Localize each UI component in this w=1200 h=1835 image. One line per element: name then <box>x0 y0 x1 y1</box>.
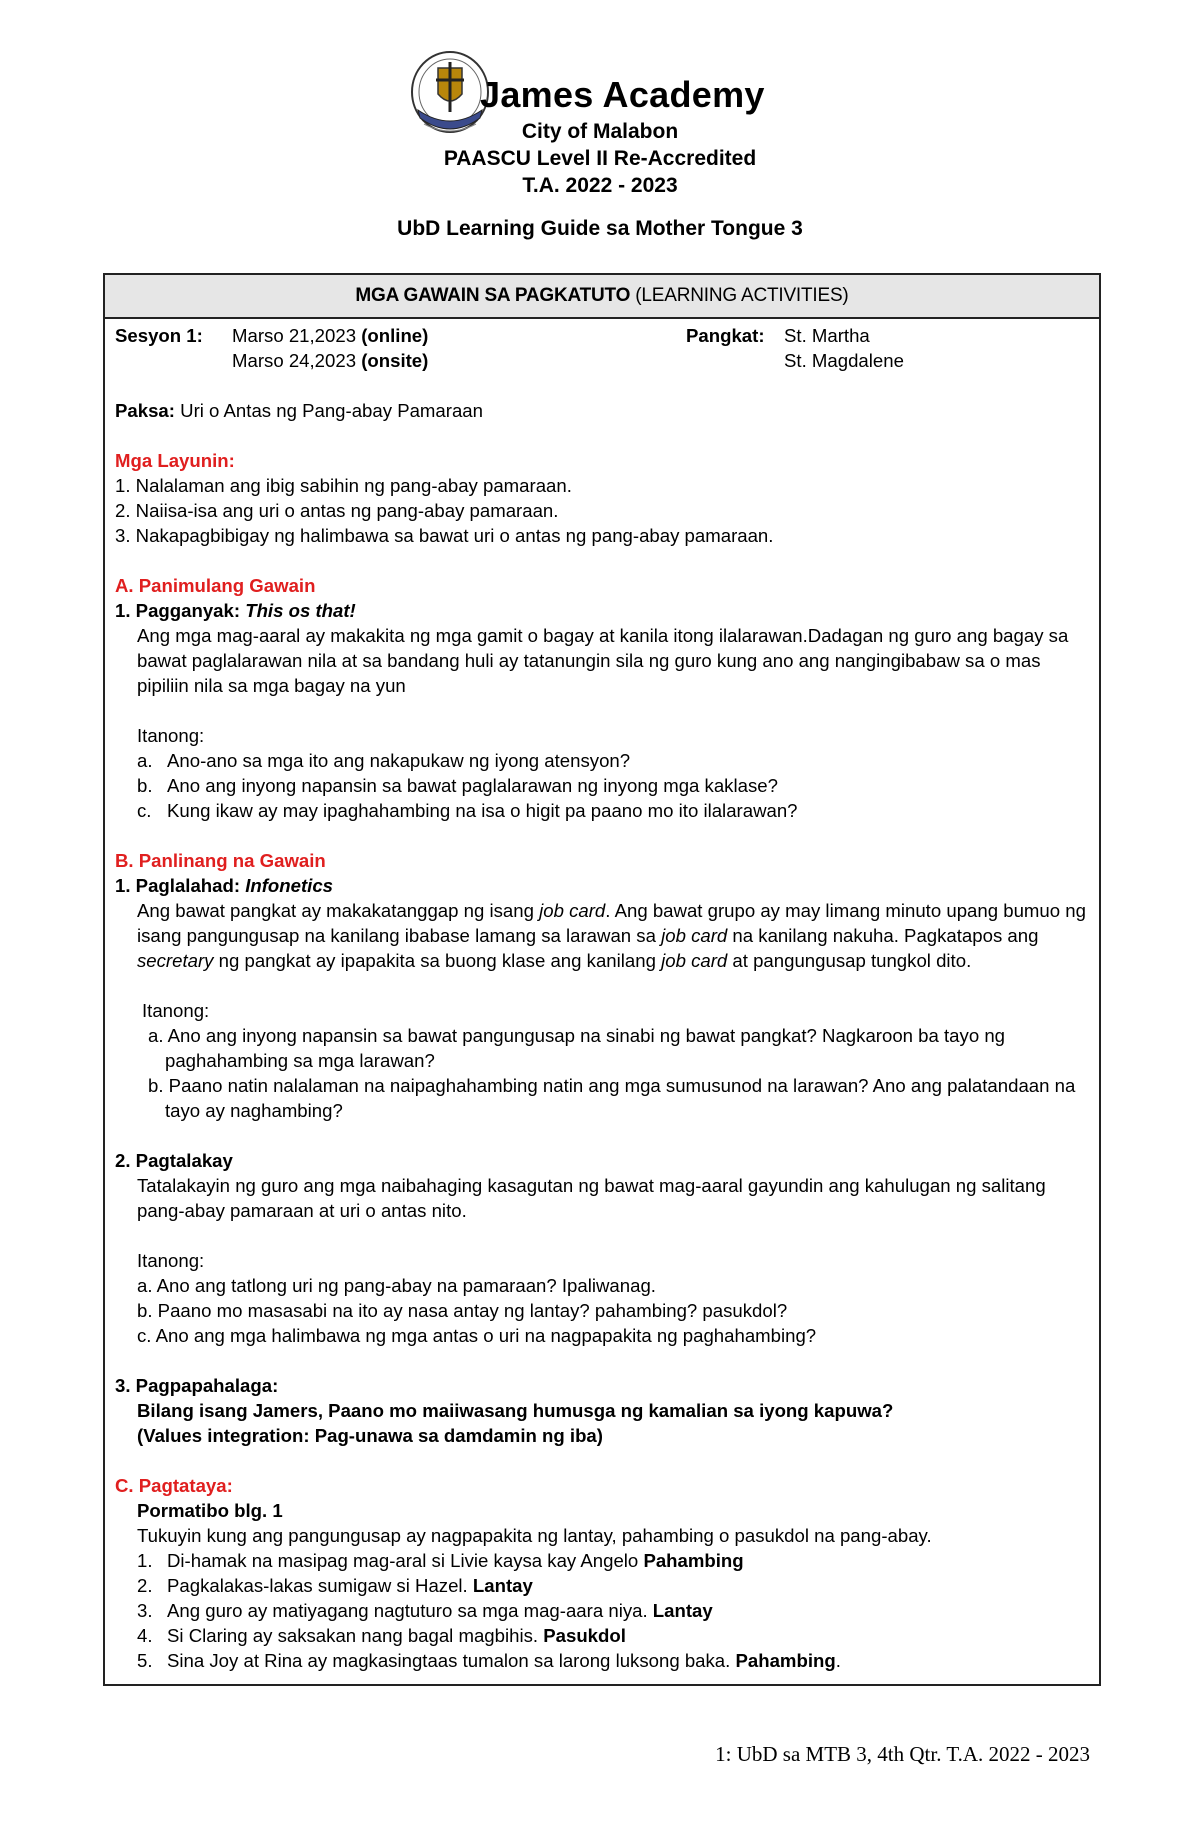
assessment-item <box>115 1623 1089 1648</box>
discussion-paragraph: Tatalakayin ng guro ang mga naibahaging kasagutan ng bawat mag-aaral gayundin ang kahulugan ng salitang pang-abay pamaraan at uri o antas nito. <box>137 1175 1046 1221</box>
item-answer: Pahambing <box>643 1550 744 1571</box>
text-run: Ang bawat pangkat ay makakatanggap ng isang <box>137 900 540 921</box>
question-item: a. Ano ang inyong napansin sa bawat pangungusap na sinabi ng bawat pangkat? Nagkaroon ba tayo ng paghahambing sa mga larawan? <box>148 1025 1006 1071</box>
learning-activities-box <box>103 273 1101 1686</box>
text-run: . Ang bawat grupo ay may limang minuto upang bumuo ng isang pangungusap na kanilang ibabase lamang sa larawan sa <box>137 900 1086 946</box>
motivation-title: This os that! <box>245 600 356 621</box>
formative-title: Pormatibo blg. 1 <box>137 1500 283 1521</box>
question-item: b. Paano natin nalalaman na naipaghahambing natin ang mga sumusunod na larawan? Ano ang palatandaan na tayo ay naghambing? <box>148 1075 1076 1121</box>
question-item: a. Ano ang tatlong uri ng pang-abay na pamaraan? Ipaliwanag. <box>137 1275 656 1296</box>
item-text: Pagkalakas-lakas sumigaw si Hazel. <box>167 1575 473 1596</box>
item-answer: Pasukdol <box>543 1625 626 1646</box>
valuing-heading: 3. Pagpapahalaga: <box>115 1375 279 1396</box>
mode-2: (onsite) <box>361 350 429 371</box>
text-run: at pangungusap tungkol dito. <box>727 950 972 971</box>
item-answer: Lantay <box>652 1600 713 1621</box>
valuing-question: Bilang isang Jamers, Paano mo maiiwasang humusga ng kamalian sa iyong kapuwa? <box>137 1400 894 1421</box>
session-date-2 <box>232 348 428 373</box>
box-content <box>105 319 1099 1673</box>
emphasis-secretary: secretary <box>137 950 214 971</box>
school-name: James Academy <box>480 74 765 115</box>
presentation-questions-label: Itanong: <box>142 1000 210 1021</box>
item-text: Di-hamak na masipag mag-aral si Livie kaysa kay Angelo <box>167 1550 644 1571</box>
values-integration: (Values integration: Pag-unawa sa damdamin ng iba) <box>137 1425 603 1446</box>
session-label: Sesyon 1: <box>115 325 203 346</box>
title-row <box>0 46 1200 116</box>
part-c-heading: C. Pagtataya: <box>115 1475 233 1496</box>
section-heading <box>105 275 1099 319</box>
item-text: Si Claring ay saksakan nang bagal magbihis. <box>167 1625 544 1646</box>
objective-item: 2. Naiisa-isa ang uri o antas ng pang-abay pamaraan. <box>115 500 559 521</box>
session-row-2 <box>115 348 1089 373</box>
topic-label: Paksa: <box>115 400 175 421</box>
assessment-item <box>115 1598 1089 1623</box>
group-label: Pangkat: <box>686 325 765 346</box>
objectives-heading: Mga Layunin: <box>115 450 235 471</box>
item-tail: . <box>835 1650 841 1671</box>
question-item: b. Paano mo masasabi na ito ay nasa antay ng lantay? pahambing? pasukdol? <box>137 1300 788 1321</box>
text-run: ng pangkat ay ipapakita sa buong klase ang kanilang <box>213 950 662 971</box>
emphasis-job-card: job card <box>661 950 728 971</box>
part-a-subheading <box>115 598 1089 623</box>
emphasis-job-card: job card <box>539 900 606 921</box>
group-1: St. Martha <box>784 325 870 346</box>
presentation-title: Infonetics <box>245 875 334 896</box>
part-a-paragraph: Ang mga mag-aaral ay makakita ng mga gamit o bagay at kanila itong ilalarawan.Dadagan ng guro ang bagay sa bawat paglalarawan nila at sa bandang huli ay tatanungin sila ng guro kung ano ang nangingibabaw sa o mas pipiliin nila sa mga bagay na yun <box>137 625 1069 696</box>
motivation-label: 1. Pagganyak: <box>115 600 246 621</box>
item-answer: Pahambing <box>735 1650 836 1671</box>
session-date-1 <box>232 323 428 348</box>
discussion-questions-label: Itanong: <box>137 1250 205 1271</box>
presentation-label: 1. Paglalahad: <box>115 875 246 896</box>
list-marker: a. <box>137 750 153 771</box>
item-answer: Lantay <box>472 1575 533 1596</box>
topic-value: Uri o Antas ng Pang-abay Pamaraan <box>174 400 483 421</box>
list-marker: 3. <box>137 1600 153 1621</box>
school-year: T.A. 2022 - 2023 <box>522 174 678 197</box>
objective-item: 3. Nakapagbibigay ng halimbawa sa bawat uri o antas ng pang-abay pamaraan. <box>115 525 774 546</box>
text-run: na kanilang nakuha. Pagkatapos ang <box>727 925 1039 946</box>
section-heading-rest: (LEARNING ACTIVITIES) <box>630 285 849 306</box>
session-row-1 <box>115 323 1089 348</box>
assessment-item <box>115 1573 1089 1598</box>
list-item <box>115 748 1089 773</box>
list-marker: 2. <box>137 1575 153 1596</box>
date-2: Marso 24,2023 <box>232 350 362 371</box>
emphasis-job-card: job card <box>661 925 728 946</box>
list-marker: 5. <box>137 1650 153 1671</box>
list-marker: 1. <box>137 1550 153 1571</box>
objective-item: 1. Nalalaman ang ibig sabihin ng pang-abay pamaraan. <box>115 475 572 496</box>
guide-title: UbD Learning Guide sa Mother Tongue 3 <box>397 217 803 240</box>
document-header <box>0 46 1200 241</box>
list-marker: 4. <box>137 1625 153 1646</box>
presentation-paragraph <box>115 898 1089 973</box>
list-text: Kung ikaw ay may ipaghahambing na isa o higit pa paano mo ito ilalarawan? <box>167 800 798 821</box>
assessment-item <box>115 1548 1089 1573</box>
section-heading-bold: MGA GAWAIN SA PAGKATUTO <box>355 285 631 306</box>
page-footer: 1: UbD sa MTB 3, 4th Qtr. T.A. 2022 - 2023 <box>715 1742 1090 1766</box>
list-text: Ano ang inyong napansin sa bawat paglalarawan ng inyong mga kaklase? <box>167 775 778 796</box>
part-a-heading: A. Panimulang Gawain <box>115 575 316 596</box>
accreditation: PAASCU Level II Re-Accredited <box>443 147 757 170</box>
presentation-subheading <box>115 873 1089 898</box>
group-2: St. Magdalene <box>784 350 904 371</box>
item-text: Ang guro ay matiyagang nagtuturo sa mga mag-aara niya. <box>167 1600 653 1621</box>
question-item: c. Ano ang mga halimbawa ng mga antas o uri na nagpapakita ng paghahambing? <box>137 1325 817 1346</box>
school-city: City of Malabon <box>521 120 679 143</box>
part-b-heading: B. Panlinang na Gawain <box>115 850 326 871</box>
list-item <box>115 773 1089 798</box>
item-text: Sina Joy at Rina ay magkasingtaas tumalon sa larong luksong baka. <box>167 1650 736 1671</box>
list-marker: b. <box>137 775 153 796</box>
list-item <box>115 798 1089 823</box>
discussion-heading: 2. Pagtalakay <box>115 1150 233 1171</box>
mode-1: (online) <box>361 325 429 346</box>
assessment-item <box>115 1648 1089 1673</box>
assessment-instruction: Tukuyin kung ang pangungusap ay nagpapakita ng lantay, pahambing o pasukdol na pang-abay. <box>137 1525 932 1546</box>
list-text: Ano-ano sa mga ito ang nakapukaw ng iyong atensyon? <box>167 750 631 771</box>
list-marker: c. <box>137 800 152 821</box>
part-a-questions-label: Itanong: <box>137 725 205 746</box>
date-1: Marso 21,2023 <box>232 325 362 346</box>
topic-line <box>115 398 1089 423</box>
